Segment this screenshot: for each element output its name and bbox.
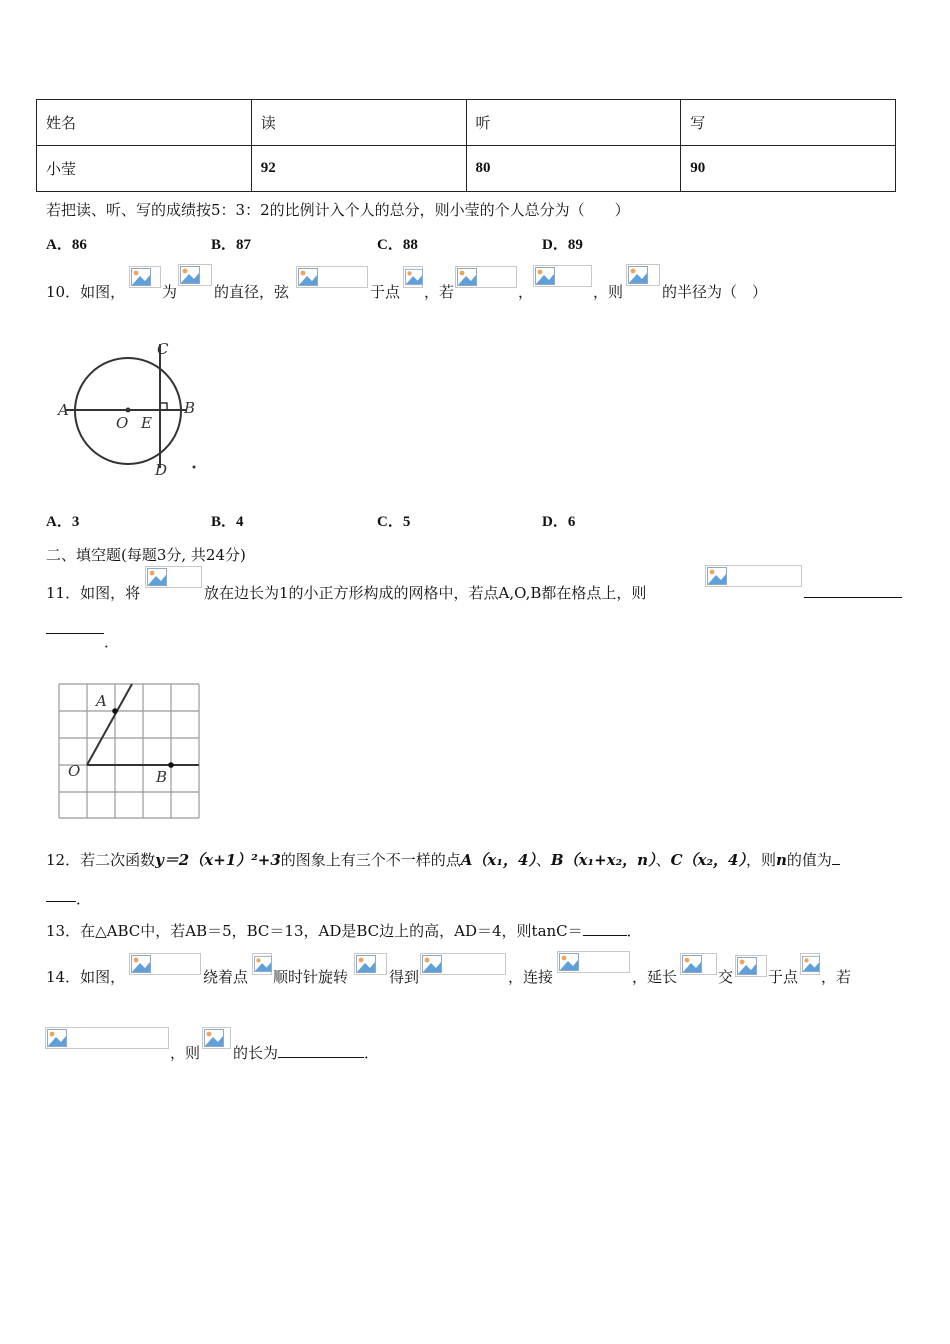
- q12-sep: 、: [535, 851, 551, 869]
- q14-text-10: 的长为: [233, 1044, 279, 1062]
- grid-figure: [56, 681, 206, 823]
- score-table: [36, 99, 896, 192]
- point-a: [112, 708, 118, 714]
- q13-end: ．: [626, 922, 642, 940]
- broken-image-icon: [252, 953, 272, 975]
- q13-answer-line: [583, 935, 627, 936]
- table-header-cell: 写: [681, 100, 896, 146]
- q14-text-7: 于点: [768, 968, 799, 986]
- broken-image-icon: [129, 953, 201, 975]
- broken-image-icon: [403, 266, 423, 288]
- table-cell: 小莹: [37, 146, 252, 192]
- q12-point-a: A（x₁，4）: [460, 851, 536, 869]
- q14-text-1: 绕着点: [203, 968, 249, 986]
- point-b: [168, 762, 174, 768]
- q14-end: ．: [364, 1044, 380, 1062]
- broken-image-icon: [202, 1027, 231, 1049]
- figure-label-a: A: [96, 692, 107, 710]
- broken-image-icon: [296, 266, 368, 288]
- q13-line: [46, 920, 642, 941]
- table-cell: 90: [681, 146, 896, 192]
- q12-mid: 的图象上有三个不一样的点: [280, 851, 461, 869]
- q12-expr: y＝2（x+1）²+3: [155, 851, 281, 869]
- table-header-cell: 读: [251, 100, 466, 146]
- grid-lines: [59, 684, 199, 818]
- broken-image-icon: [680, 953, 717, 975]
- q10-text-1: 为: [162, 283, 178, 301]
- figure-label-e: E: [141, 414, 152, 432]
- q10-text-2: 的直径，弦: [214, 283, 290, 301]
- broken-image-icon: [45, 1027, 169, 1049]
- dot-mark: [193, 466, 196, 469]
- q14-text-3: 得到: [389, 968, 420, 986]
- q11-text: 放在边长为1的小正方形构成的网格中，若点A,O,B都在格点上，则: [204, 584, 647, 602]
- q11-end: ．: [104, 633, 120, 651]
- q10-option-b: B．4: [211, 514, 244, 530]
- broken-image-icon: [800, 953, 820, 975]
- figure-label-b: B: [184, 399, 196, 417]
- q12-sep: 、: [655, 851, 671, 869]
- circle-figure: [56, 336, 206, 481]
- q12-post2: 的值为: [786, 851, 832, 869]
- broken-image-icon: [420, 953, 506, 975]
- q12-point-b: B（x₁+x₂，n）: [550, 851, 656, 869]
- q12-pre: 12．若二次函数: [46, 851, 156, 869]
- broken-image-icon: [354, 953, 387, 975]
- q13-text: 13．在△ABC中，若AB＝5，BC＝13，AD是BC边上的高，AD＝4，则tanC＝: [46, 922, 583, 940]
- figure-label-c: C: [157, 340, 169, 358]
- figure-label-b: B: [156, 768, 168, 786]
- q12-n: n: [776, 851, 787, 869]
- q9-option-c: C．88: [377, 237, 418, 253]
- q10-text-5: ，: [518, 283, 534, 301]
- q10-number: 10．如图，: [46, 283, 126, 301]
- figure-label-a: A: [58, 401, 69, 419]
- q11-number: 11．如图，将: [46, 584, 141, 602]
- broken-image-icon: [129, 266, 161, 288]
- section-heading: 二、填空题(每题3分, 共24分): [46, 546, 246, 564]
- broken-image-icon: [557, 951, 630, 973]
- q10-option-d: D．6: [542, 514, 576, 530]
- q12-line: [46, 849, 840, 870]
- q12-end: ．: [76, 890, 92, 908]
- q10-option-c: C．5: [377, 514, 411, 530]
- q14-text-8: ，若: [821, 968, 852, 986]
- figure-label-o: O: [116, 414, 129, 432]
- table-cell: 80: [466, 146, 681, 192]
- center-point: [126, 408, 131, 413]
- q11-answer-line-cont: [46, 633, 104, 634]
- q14-number: 14．如图，: [46, 968, 126, 986]
- q14-line-end: [233, 1042, 379, 1063]
- segment-oa: [87, 684, 132, 765]
- q9-stem: 若把读、听、写的成绩按5：3：2的比例计入个人的总分，则小莹的个人总分为（ ）: [46, 201, 630, 219]
- q14-text-5: ，延长: [632, 968, 678, 986]
- broken-image-icon: [178, 264, 212, 286]
- q14-answer-line: [278, 1057, 364, 1058]
- q10-text-4: ，若: [424, 283, 455, 301]
- figure-label-d: D: [155, 461, 168, 479]
- table-header-row: [37, 100, 896, 146]
- figure-label-o: O: [68, 762, 81, 780]
- q14-text-6: 交: [718, 968, 734, 986]
- q10-option-a: A．3: [46, 514, 80, 530]
- q11-answer-line: [804, 597, 902, 598]
- q9-option-b: B．87: [211, 237, 252, 253]
- q14-text-9: ，则: [170, 1044, 201, 1062]
- broken-image-icon: [145, 566, 202, 588]
- broken-image-icon: [626, 264, 660, 286]
- broken-image-icon: [705, 565, 802, 587]
- q9-option-a: A．86: [46, 237, 87, 253]
- q12-answer-line: [832, 864, 840, 865]
- broken-image-icon: [533, 265, 592, 287]
- q14-text-2: 顺时针旋转: [273, 968, 349, 986]
- q14-text-4: ，连接: [508, 968, 554, 986]
- broken-image-icon: [735, 955, 767, 977]
- q10-text-7: 的半径为（ ）: [662, 283, 768, 301]
- table-header-cell: 听: [466, 100, 681, 146]
- table-row: [37, 146, 896, 192]
- q12-answer-line-cont: [46, 901, 76, 902]
- table-cell: 92: [251, 146, 466, 192]
- q9-option-d: D．89: [542, 237, 583, 253]
- broken-image-icon: [455, 266, 517, 288]
- q10-text-6: ，则: [593, 283, 624, 301]
- table-header-cell: 姓名: [37, 100, 252, 146]
- q10-text-3: 于点: [370, 283, 401, 301]
- q12-post: ，则: [746, 851, 777, 869]
- q12-point-c: C（x₂，4）: [670, 851, 746, 869]
- right-angle-mark: [160, 403, 167, 410]
